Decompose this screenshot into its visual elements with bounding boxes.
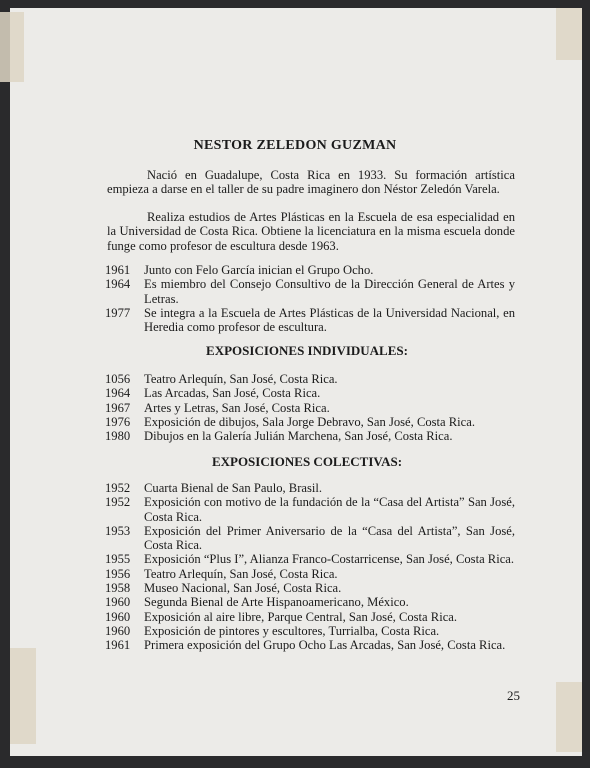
year: 1964 (105, 277, 131, 292)
list-item (105, 524, 515, 553)
list-item (105, 552, 515, 566)
page-number: 25 (507, 688, 520, 703)
year: 1956 (105, 566, 131, 581)
entry-text: Dibujos en la Galería Julián Marchena, San José, Costa Rica. (144, 429, 453, 444)
year: 1056 (105, 372, 131, 386)
page-title: NESTOR ZELEDON GUZMAN (193, 138, 397, 153)
entry-text: Cuarta Bienal de San Paulo, Brasil. (144, 481, 323, 495)
year: 1961 (105, 263, 131, 277)
entry-text: Exposición de pintores y escultores, Turrialba, Costa Rica. (144, 623, 440, 638)
entry-text: Se integra a la Escuela de Artes Plásticas de la Universidad Nacional, en Heredia como profesor de escultura. (144, 305, 515, 335)
list-item (105, 372, 515, 386)
list-item (105, 495, 515, 524)
entry-text: Teatro Arlequín, San José, Costa Rica. (144, 372, 338, 386)
entry-text: Es miembro del Consejo Consultivo de la Dirección General de Artes y Letras. (144, 277, 515, 306)
year: 1955 (105, 552, 131, 567)
year: 1953 (105, 523, 131, 538)
intro-paragraph (107, 168, 515, 197)
entry-text: Museo Nacional, San José, Costa Rica. (144, 581, 342, 596)
year: 1967 (105, 400, 131, 415)
intro-text: Nació en Guadalupe, Costa Rica en 1933. Su formación artística empieza a darse en el taller de su padre imaginero don Néstor Zeledón Varela. (107, 168, 515, 197)
entry-text: Exposición “Plus I”, Alianza Franco-Costarricense, San José, Costa Rica. (144, 552, 515, 567)
year: 1958 (105, 581, 131, 596)
entry-text: Junto con Felo García inician el Grupo Ocho. (144, 263, 374, 277)
year: 1952 (105, 495, 131, 510)
entry-text: Exposición al aire libre, Parque Central, San José, Costa Rica. (144, 609, 458, 624)
year: 1964 (105, 386, 131, 401)
list-item (105, 401, 515, 415)
entry-text: Artes y Letras, San José, Costa Rica. (144, 400, 330, 415)
studies-text: Realiza estudios de Artes Plásticas en la Escuela de esa especialidad en la Universidad de Costa Rica. Obtiene la licenciatura en la misma escuela donde funge como profesor de escultura desde 1963. (107, 210, 515, 253)
entry-text: Teatro Arlequín, San José, Costa Rica. (144, 566, 338, 581)
list-item (105, 429, 515, 443)
list-item (105, 277, 515, 306)
individual-exhibitions-list (105, 372, 515, 443)
bio-list (105, 263, 515, 334)
list-item (105, 610, 515, 624)
year: 1960 (105, 609, 131, 624)
collective-exhibitions-list (105, 481, 515, 653)
entry-text: Exposición de dibujos, Sala Jorge Debravo, San José, Costa Rica. (144, 414, 476, 429)
individual-exhibitions-heading: EXPOSICIONES INDIVIDUALES: (206, 343, 408, 358)
year: 1980 (105, 429, 131, 444)
year: 1961 (105, 638, 131, 653)
list-item (105, 638, 515, 652)
collective-exhibitions-heading: EXPOSICIONES COLECTIVAS: (211, 454, 403, 469)
entry-text: Las Arcadas, San José, Costa Rica. (144, 386, 321, 401)
entry-text: Primera exposición del Grupo Ocho Las Arcadas, San José, Costa Rica. (144, 638, 506, 653)
year: 1960 (105, 623, 131, 638)
list-item (105, 595, 515, 609)
list-item (105, 415, 515, 429)
list-item (105, 481, 515, 495)
list-item (105, 263, 515, 277)
year: 1960 (105, 595, 131, 610)
list-item (105, 386, 515, 400)
list-item (105, 624, 515, 638)
entry-text: Segunda Bienal de Arte Hispanoamericano, México. (144, 595, 409, 610)
list-item (105, 306, 515, 335)
list-item (105, 567, 515, 581)
entry-text: Exposición con motivo de la fundación de la “Casa del Artista” San José, Costa Rica. (144, 495, 515, 524)
entry-text: Exposición del Primer Aniversario de la “Casa del Artista”, San José, Costa Rica. (144, 523, 515, 553)
year: 1952 (105, 481, 131, 495)
list-item (105, 581, 515, 595)
year: 1976 (105, 414, 131, 429)
studies-paragraph (107, 210, 515, 253)
year: 1977 (105, 305, 131, 320)
